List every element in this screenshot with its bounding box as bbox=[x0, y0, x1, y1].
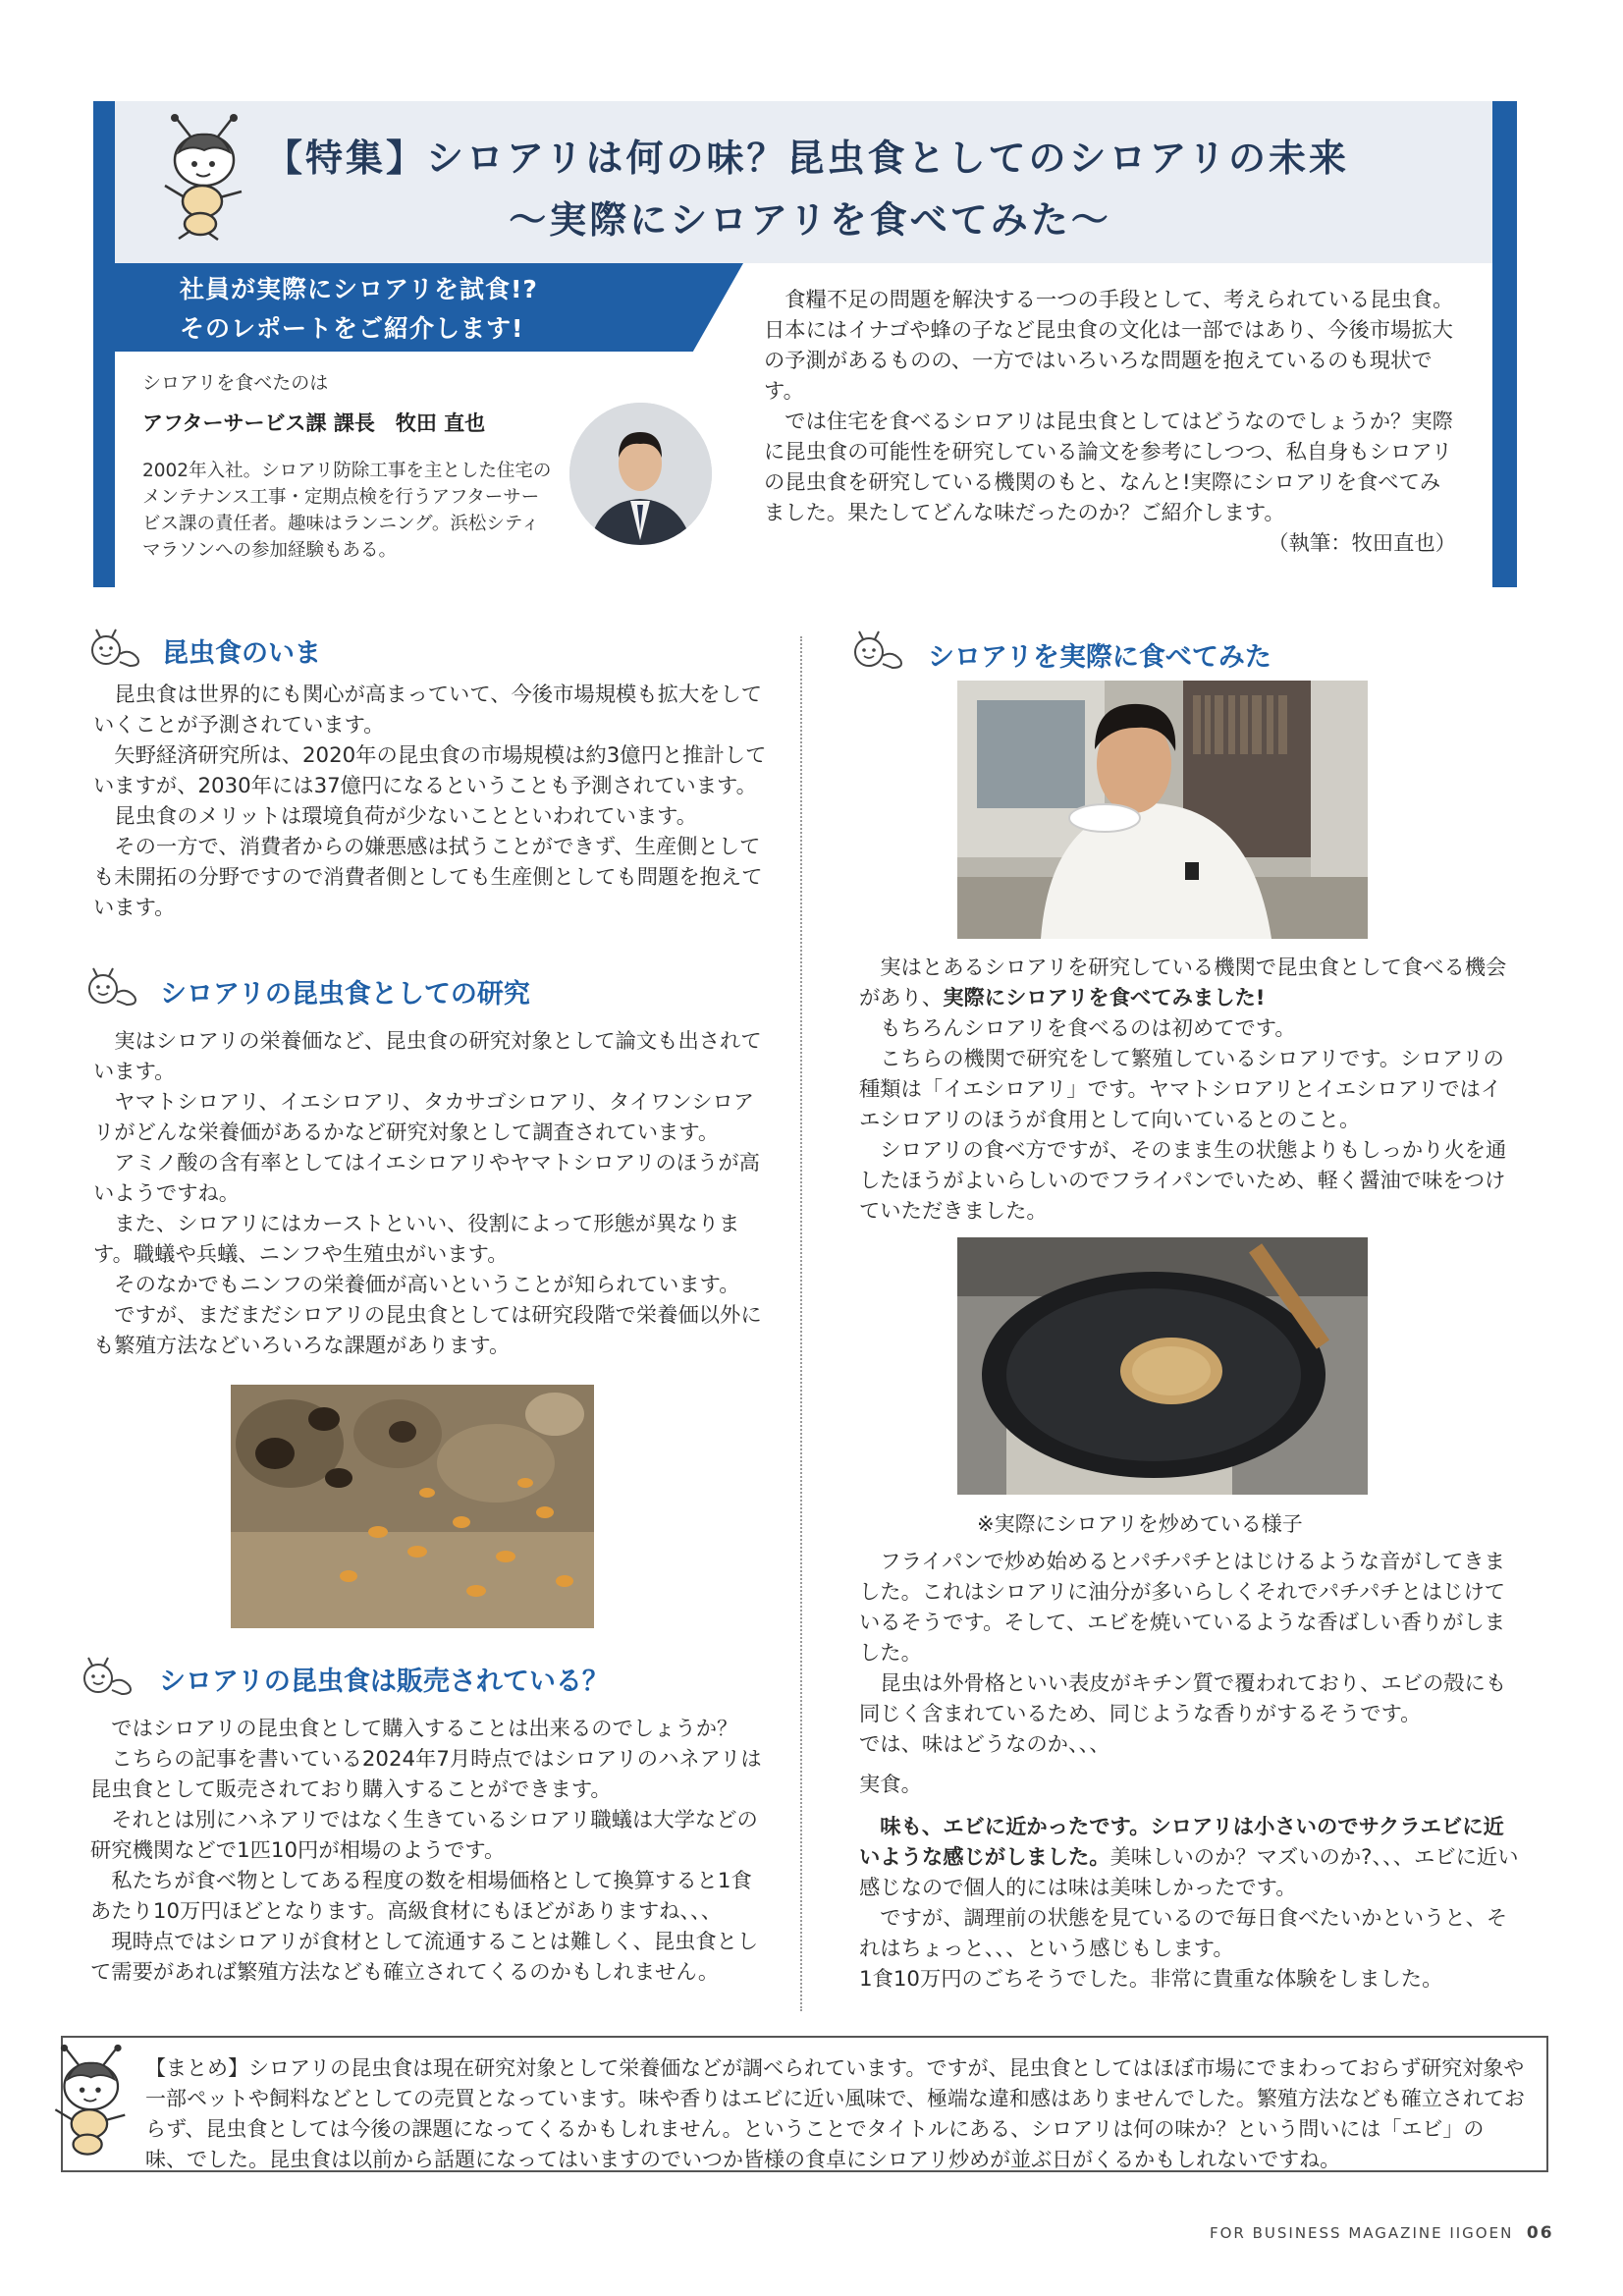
mascot-icon bbox=[39, 2043, 137, 2160]
header-right-bar bbox=[1492, 101, 1517, 587]
summary-text: 【まとめ】シロアリの昆虫食は現在研究対象として栄養価などが調べられています。ですが、昆虫食としてはほぼ市場にでまわっておらず研究対象や一部ペットや飼料などとしての売買となっています。味や香りはエビに近い風味で、極端な違和感はありませんでした。繁殖方法なども確立されておらず、昆虫食としては今後の課題になってくるかもしれません。ということでタイトルにある、シロアリは何の味か？という問いには「エビ」の味、でした。昆虫食は以前から話題になってはいますのでいつか皆様の食卓にシロアリ炒めが並ぶ日がくるかもしれないですね。 bbox=[145, 2056, 1525, 2171]
section-title-tried-eating: シロアリを実際に食べてみた bbox=[928, 642, 1271, 673]
section-title-research: シロアリの昆虫食としての研究 bbox=[160, 979, 530, 1010]
author-name: アフターサービス課 課長 牧田 直也 bbox=[142, 411, 486, 435]
section-tried-eating-2: フライパンで炒め始めるとパチパチとはじけるような音がしてきました。これはシロアリに油分が多いらしくそれでパチパチとはじけているそうです。そして、エビを焼いているような香ばしい香りがしました。 昆虫は外骨格といい表皮がキチン質で覆われており、エビの殻にも同じく含まれているため、同じような香りがするそうです。 では、味はどうなのか、、、 実食。 味も、エビに近かったです。シロアリは小さいのでサクラエビに近いような感じがしました。美味しいのか？マズいのか?、、、エビに近い感じなので個人的には味は美味しかったです。 ですが、調理前の状態を見ているので毎日食べたいかというと、それはちょっと、、、という感じもします。 1食10万円のごちそうでした。非常に貴重な体験をしました。 bbox=[859, 1550, 1519, 1992]
termite-icon bbox=[83, 965, 142, 1009]
termite-nest-photo bbox=[231, 1385, 594, 1628]
page-footer: FOR BUSINESS MAGAZINE IIGOEN 06 bbox=[1210, 2223, 1554, 2243]
intro-text: 食糧不足の問題を解決する一つの手段として、考えられている昆虫食。日本にはイナゴや蜂の子など昆虫食の文化は一部ではあり、今後市場拡大の予測があるものの、一方ではいろいろな問題を抱えているのも現状です。 では住宅を食べるシロアリは昆虫食としてはどうなのでしょうか？実際に昆虫食の可能性を研究している論文を参考にしつつ、私自身もシロアリの昆虫食を研究している機関のもと、なんと!実際にシロアリを食べてみました。果たしてどんな味だったのか？ご紹介します。 （執筆：牧田直也） bbox=[764, 288, 1456, 556]
eating-photo bbox=[957, 681, 1368, 939]
page-subtitle: 〜実際にシロアリを食べてみた〜 bbox=[509, 198, 1111, 242]
page-number: 06 bbox=[1526, 2223, 1554, 2243]
termite-icon bbox=[849, 629, 908, 672]
termite-icon bbox=[79, 1655, 137, 1698]
termite-icon bbox=[86, 627, 145, 670]
section-tried-eating-1: 実はとあるシロアリを研究している機関で昆虫食として食べる機会があり、実際にシロアリを食べてみました! もちろんシロアリを食べるのは初めてです。 こちらの機関で研究をして繁殖しているシロアリです。シロアリの種類は「イエシロアリ」です。ヤマトシロアリとイエシロアリではイエシロアリのほうが食用として向いているとのこと。 シロアリの食べ方ですが、そのまま生の状態よりもしっかり火を通したほうがよいらしいのでフライパンでいため、軽く醤油で味をつけていただきました。 bbox=[859, 956, 1507, 1224]
section-research: 実はシロアリの栄養価など、昆虫食の研究対象として論文も出されています。 ヤマトシロアリ、イエシロアリ、タカサゴシロアリ、タイワンシロアリがどんな栄養価があるかなど研究対象として調査されています。 アミノ酸の含有率としてはイエシロアリやヤマトシロアリのほうが高いようですね。 また、シロアリにはカーストといい、役割によって形態が異なります。職蟻や兵蟻、ニンフや生殖虫がいます。 そのなかでもニンフの栄養価が高いということが知られています。 ですが、まだまだシロアリの昆虫食としては研究段階で栄養価以外にも繁殖方法などいろいろな課題があります。 bbox=[93, 1029, 762, 1358]
section-title-insect-food-now: 昆虫食のいま bbox=[162, 638, 321, 669]
section-for-sale: ではシロアリの昆虫食として購入することは出来るのでしょうか？ こちらの記事を書いている2024年7月時点ではシロアリのハネアリは昆虫食として販売されており購入することができます。 それとは別にハネアリではなく生きているシロアリ職蟻は大学などの研究機関などで1匹10円が相場のようです。 私たちが食べ物としてある程度の数を相場価格として換算すると1食あたり10万円ほどとなります。高級食材にもほどがありますね、、、 現時点ではシロアリが食材として流通することは難しく、昆虫食として需要があれば繁殖方法なども確立されてくるのかもしれません。 bbox=[90, 1717, 762, 1985]
section-insect-food-now: 昆虫食は世界的にも関心が高まっていて、今後市場規模も拡大をしていくことが予測されています。 矢野経済研究所は、2020年の昆虫食の市場規模は約3億円と推計していますが、2030年には37億円になるということも予測されています。 昆虫食のメリットは環境負荷が少ないことといわれています。 その一方で、消費者からの嫌悪感は拭うことができず、生産側としても未開拓の分野ですので消費者側としても生産側としても問題を抱えています。 bbox=[93, 683, 767, 920]
frying-caption: ※実際にシロアリを炒めている様子 bbox=[977, 1512, 1303, 1536]
summary-label: 【まとめ】 bbox=[145, 2056, 248, 2080]
banner-text: 社員が実際にシロアリを試食!? そのレポートをご紹介します! bbox=[180, 275, 538, 343]
section-title-for-sale: シロアリの昆虫食は販売されている？ bbox=[159, 1667, 609, 1697]
mascot-icon bbox=[147, 113, 255, 241]
author-photo bbox=[569, 403, 712, 545]
eater-label: シロアリを食べたのは bbox=[142, 372, 329, 394]
page-title: 【特集】シロアリは何の味？昆虫食としてのシロアリの未来 bbox=[265, 137, 1349, 180]
author-bio: 2002年入社。シロアリ防除工事を主とした住宅のメンテナンス工事・定期点検を行うアフターサービス課の責任者。趣味はランニング。浜松シティマラソンへの参加経験もある。 bbox=[142, 461, 552, 561]
column-divider bbox=[800, 636, 802, 2011]
frying-pan-photo bbox=[957, 1237, 1368, 1495]
header-left-bar bbox=[93, 101, 115, 587]
